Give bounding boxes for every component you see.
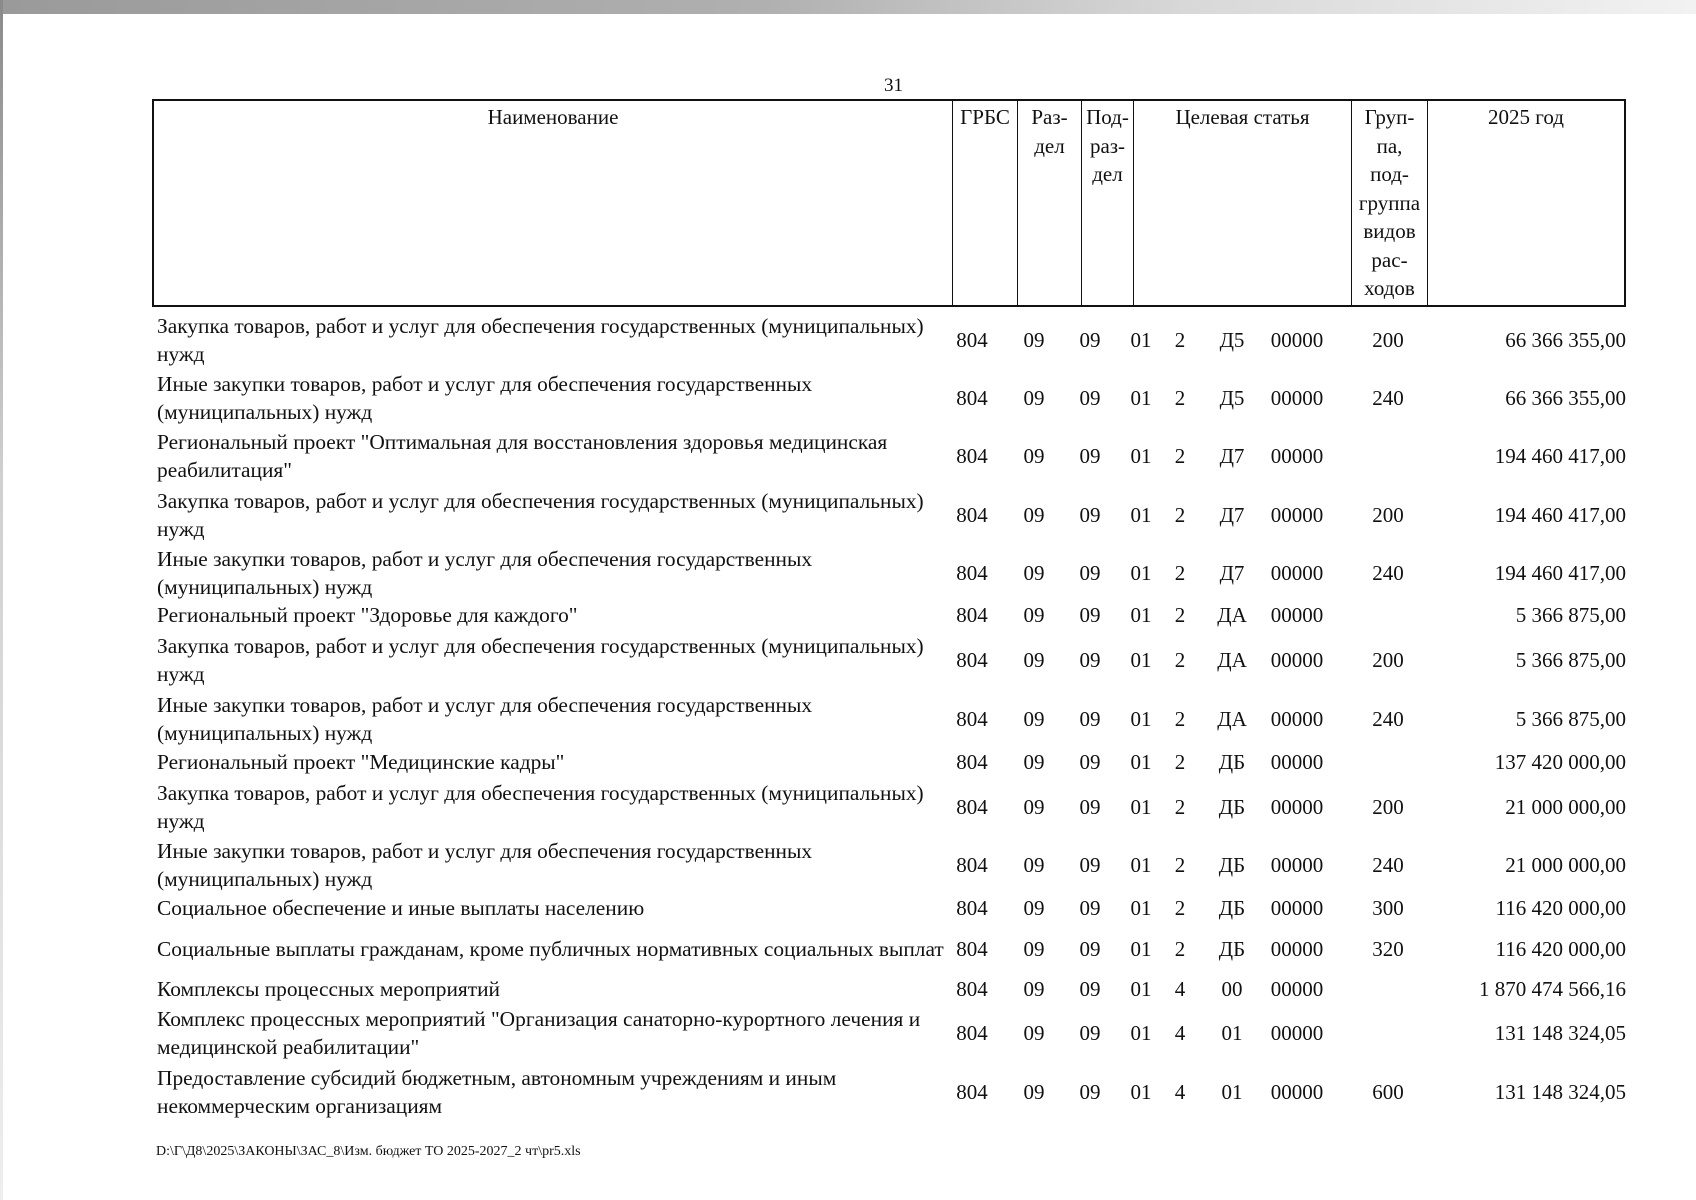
target-subprogram-cell: 2 bbox=[1174, 561, 1186, 585]
table-row bbox=[152, 601, 1626, 629]
target-program-cell: 01 bbox=[1130, 603, 1152, 627]
target-project-cell: 00 bbox=[1221, 977, 1243, 1001]
razdel-cell: 09 bbox=[1023, 896, 1045, 920]
header-group bbox=[1352, 101, 1428, 305]
target-direction-cell: 00000 bbox=[1270, 328, 1324, 352]
target-program-cell: 01 bbox=[1130, 386, 1152, 410]
target-direction-cell: 00000 bbox=[1270, 750, 1324, 774]
target-subprogram-cell: 2 bbox=[1174, 795, 1186, 819]
target-project-cell: Д7 bbox=[1219, 503, 1245, 527]
podrazdel-cell: 09 bbox=[1079, 1080, 1101, 1104]
row-name: Предоставление субсидий бюджетным, автономным учреждениям и иным некоммерческим организациям bbox=[157, 1066, 837, 1118]
grbs-cell: 804 bbox=[956, 1021, 988, 1045]
target-subprogram-cell: 2 bbox=[1174, 444, 1186, 468]
target-direction-cell: 00000 bbox=[1270, 603, 1324, 627]
target-direction-cell: 00000 bbox=[1270, 561, 1324, 585]
razdel-cell: 09 bbox=[1023, 603, 1045, 627]
table-header bbox=[152, 99, 1626, 307]
row-name: Иные закупки товаров, работ и услуг для обеспечения государственных (муниципальных) нужд bbox=[157, 693, 813, 745]
target-program-cell: 01 bbox=[1130, 1021, 1152, 1045]
header-name-text: Наименование bbox=[487, 105, 619, 129]
razdel-cell: 09 bbox=[1023, 1021, 1045, 1045]
row-name: Иные закупки товаров, работ и услуг для обеспечения государственных (муниципальных) нужд bbox=[157, 372, 813, 424]
amount-cell: 21 000 000,00 bbox=[1505, 853, 1626, 877]
amount-cell: 21 000 000,00 bbox=[1505, 795, 1626, 819]
expense-group-cell: 240 bbox=[1372, 561, 1404, 585]
razdel-cell: 09 bbox=[1023, 853, 1045, 877]
row-name: Региональный проект "Здоровье для каждого" bbox=[157, 603, 578, 627]
grbs-cell: 804 bbox=[956, 937, 988, 961]
row-name: Иные закупки товаров, работ и услуг для обеспечения государственных (муниципальных) нужд bbox=[157, 547, 813, 599]
target-program-cell: 01 bbox=[1130, 977, 1152, 1001]
target-direction-cell: 00000 bbox=[1270, 386, 1324, 410]
grbs-cell: 804 bbox=[956, 977, 988, 1001]
target-subprogram-cell: 2 bbox=[1174, 750, 1186, 774]
target-program-cell: 01 bbox=[1130, 853, 1152, 877]
header-group-line: рас- bbox=[1371, 247, 1408, 272]
header-group-line: Груп- bbox=[1364, 105, 1415, 129]
amount-cell: 116 420 000,00 bbox=[1495, 896, 1626, 920]
target-direction-cell: 00000 bbox=[1270, 648, 1324, 672]
target-subprogram-cell: 4 bbox=[1174, 977, 1186, 1001]
table-row bbox=[152, 544, 1626, 602]
grbs-cell: 804 bbox=[956, 328, 988, 352]
target-program-cell: 01 bbox=[1130, 1080, 1152, 1104]
row-name: Закупка товаров, работ и услуг для обеспечения государственных (муниципальных) нужд bbox=[157, 489, 924, 541]
target-program-cell: 01 bbox=[1130, 707, 1152, 731]
amount-cell: 5 366 875,00 bbox=[1515, 603, 1626, 627]
target-project-cell: ДБ bbox=[1218, 853, 1246, 877]
target-project-cell: ДБ bbox=[1218, 896, 1246, 920]
target-direction-cell: 00000 bbox=[1270, 503, 1324, 527]
table-row bbox=[152, 778, 1626, 836]
grbs-cell: 804 bbox=[956, 444, 988, 468]
expense-group-cell: 200 bbox=[1372, 503, 1404, 527]
grbs-cell: 804 bbox=[956, 795, 988, 819]
razdel-cell: 09 bbox=[1023, 1080, 1045, 1104]
header-podrazdel-line: Под- bbox=[1086, 105, 1129, 129]
target-subprogram-cell: 2 bbox=[1174, 386, 1186, 410]
target-project-cell: 01 bbox=[1221, 1080, 1243, 1104]
amount-cell: 131 148 324,05 bbox=[1494, 1021, 1626, 1045]
expense-group-cell: 240 bbox=[1372, 386, 1404, 410]
header-podrazdel-line: раз- bbox=[1089, 133, 1126, 158]
podrazdel-cell: 09 bbox=[1079, 648, 1101, 672]
table-row bbox=[152, 1063, 1626, 1121]
table-row bbox=[152, 924, 1626, 974]
podrazdel-cell: 09 bbox=[1079, 853, 1101, 877]
target-subprogram-cell: 2 bbox=[1174, 707, 1186, 731]
grbs-cell: 804 bbox=[956, 648, 988, 672]
podrazdel-cell: 09 bbox=[1079, 750, 1101, 774]
target-subprogram-cell: 2 bbox=[1174, 937, 1186, 961]
page-number: 31 bbox=[884, 75, 903, 96]
razdel-cell: 09 bbox=[1023, 937, 1045, 961]
row-name: Социальные выплаты гражданам, кроме публичных нормативных социальных выплат bbox=[157, 937, 944, 961]
grbs-cell: 804 bbox=[956, 707, 988, 731]
target-program-cell: 01 bbox=[1130, 937, 1152, 961]
target-subprogram-cell: 2 bbox=[1174, 503, 1186, 527]
header-razdel-line: Раз- bbox=[1031, 105, 1068, 129]
row-name: Региональный проект "Оптимальная для восстановления здоровья медицинская реабилитация" bbox=[157, 430, 888, 482]
scan-shadow-left bbox=[0, 0, 3, 1200]
expense-group-cell: 320 bbox=[1372, 937, 1404, 961]
podrazdel-cell: 09 bbox=[1079, 503, 1101, 527]
header-target bbox=[1134, 101, 1352, 305]
header-year bbox=[1428, 101, 1624, 305]
podrazdel-cell: 09 bbox=[1079, 1021, 1101, 1045]
target-subprogram-cell: 4 bbox=[1174, 1080, 1186, 1104]
footer-file-path: D:\Г\Д8\2025\ЗАКОНЫ\ЗАС_8\Изм. бюджет ТО 2025-2027_2 чт\pr5.xls bbox=[156, 1144, 581, 1159]
table-row bbox=[152, 748, 1626, 776]
target-direction-cell: 00000 bbox=[1270, 444, 1324, 468]
target-project-cell: ДБ bbox=[1218, 937, 1246, 961]
target-program-cell: 01 bbox=[1130, 750, 1152, 774]
razdel-cell: 09 bbox=[1023, 648, 1045, 672]
expense-group-cell: 200 bbox=[1372, 328, 1404, 352]
header-razdel-line: дел bbox=[1034, 133, 1065, 158]
grbs-cell: 804 bbox=[956, 896, 988, 920]
target-direction-cell: 00000 bbox=[1270, 896, 1324, 920]
podrazdel-cell: 09 bbox=[1079, 707, 1101, 731]
table-row bbox=[152, 975, 1626, 1003]
target-subprogram-cell: 2 bbox=[1174, 328, 1186, 352]
table-row bbox=[152, 486, 1626, 544]
target-direction-cell: 00000 bbox=[1270, 937, 1324, 961]
amount-cell: 131 148 324,05 bbox=[1494, 1080, 1626, 1104]
grbs-cell: 804 bbox=[956, 1080, 988, 1104]
target-subprogram-cell: 2 bbox=[1174, 853, 1186, 877]
target-program-cell: 01 bbox=[1130, 503, 1152, 527]
table-row bbox=[152, 427, 1626, 485]
grbs-cell: 804 bbox=[956, 561, 988, 585]
table-row bbox=[152, 690, 1626, 748]
podrazdel-cell: 09 bbox=[1079, 937, 1101, 961]
target-program-cell: 01 bbox=[1130, 444, 1152, 468]
row-name: Закупка товаров, работ и услуг для обеспечения государственных (муниципальных) нужд bbox=[157, 314, 924, 366]
amount-cell: 194 460 417,00 bbox=[1494, 503, 1626, 527]
target-project-cell: ДА bbox=[1217, 648, 1247, 672]
header-group-line: группа bbox=[1358, 190, 1421, 215]
grbs-cell: 804 bbox=[956, 503, 988, 527]
target-direction-cell: 00000 bbox=[1270, 1080, 1324, 1104]
target-program-cell: 01 bbox=[1130, 648, 1152, 672]
table-row bbox=[152, 836, 1626, 894]
table-row bbox=[152, 311, 1626, 369]
target-subprogram-cell: 2 bbox=[1174, 648, 1186, 672]
target-project-cell: Д7 bbox=[1219, 561, 1245, 585]
table-row bbox=[152, 369, 1626, 427]
table-row bbox=[152, 894, 1626, 922]
row-name: Комплекс процессных мероприятий "Организация санаторно-курортного лечения и медицинской реабилитации" bbox=[157, 1007, 921, 1059]
grbs-cell: 804 bbox=[956, 386, 988, 410]
target-program-cell: 01 bbox=[1130, 896, 1152, 920]
target-project-cell: ДБ bbox=[1218, 795, 1246, 819]
target-project-cell: ДА bbox=[1217, 707, 1247, 731]
header-year-text: 2025 год bbox=[1488, 105, 1564, 129]
podrazdel-cell: 09 bbox=[1079, 444, 1101, 468]
target-project-cell: 01 bbox=[1221, 1021, 1243, 1045]
scan-shadow-top bbox=[0, 0, 1696, 14]
amount-cell: 66 366 355,00 bbox=[1505, 386, 1626, 410]
row-name: Закупка товаров, работ и услуг для обеспечения государственных (муниципальных) нужд bbox=[157, 781, 924, 833]
expense-group-cell: 200 bbox=[1372, 795, 1404, 819]
header-podrazdel-line: дел bbox=[1092, 162, 1123, 186]
header-razdel bbox=[1018, 101, 1082, 305]
header-grbs bbox=[953, 101, 1018, 305]
razdel-cell: 09 bbox=[1023, 795, 1045, 819]
header-podrazdel bbox=[1082, 101, 1134, 305]
target-program-cell: 01 bbox=[1130, 795, 1152, 819]
header-target-text: Целевая статья bbox=[1175, 105, 1310, 129]
grbs-cell: 804 bbox=[956, 853, 988, 877]
row-name: Комплексы процессных мероприятий bbox=[157, 977, 500, 1001]
podrazdel-cell: 09 bbox=[1079, 328, 1101, 352]
target-program-cell: 01 bbox=[1130, 328, 1152, 352]
razdel-cell: 09 bbox=[1023, 561, 1045, 585]
target-project-cell: Д7 bbox=[1219, 444, 1245, 468]
podrazdel-cell: 09 bbox=[1079, 896, 1101, 920]
razdel-cell: 09 bbox=[1023, 750, 1045, 774]
target-program-cell: 01 bbox=[1130, 561, 1152, 585]
amount-cell: 1 870 474 566,16 bbox=[1479, 977, 1626, 1001]
header-group-line: ходов bbox=[1364, 276, 1415, 300]
row-name: Закупка товаров, работ и услуг для обеспечения государственных (муниципальных) нужд bbox=[157, 634, 924, 686]
expense-group-cell: 200 bbox=[1372, 648, 1404, 672]
table-row bbox=[152, 631, 1626, 689]
amount-cell: 66 366 355,00 bbox=[1505, 328, 1626, 352]
podrazdel-cell: 09 bbox=[1079, 386, 1101, 410]
target-direction-cell: 00000 bbox=[1270, 1021, 1324, 1045]
podrazdel-cell: 09 bbox=[1079, 795, 1101, 819]
target-subprogram-cell: 2 bbox=[1174, 896, 1186, 920]
razdel-cell: 09 bbox=[1023, 707, 1045, 731]
razdel-cell: 09 bbox=[1023, 386, 1045, 410]
expense-group-cell: 300 bbox=[1372, 896, 1404, 920]
amount-cell: 116 420 000,00 bbox=[1495, 937, 1626, 961]
podrazdel-cell: 09 bbox=[1079, 603, 1101, 627]
amount-cell: 194 460 417,00 bbox=[1494, 444, 1626, 468]
header-group-line: видов bbox=[1363, 219, 1416, 243]
target-project-cell: Д5 bbox=[1219, 386, 1245, 410]
podrazdel-cell: 09 bbox=[1079, 561, 1101, 585]
amount-cell: 137 420 000,00 bbox=[1494, 750, 1626, 774]
target-direction-cell: 00000 bbox=[1270, 707, 1324, 731]
grbs-cell: 804 bbox=[956, 603, 988, 627]
target-subprogram-cell: 4 bbox=[1174, 1021, 1186, 1045]
amount-cell: 5 366 875,00 bbox=[1515, 707, 1626, 731]
header-group-line: под- bbox=[1370, 162, 1409, 186]
razdel-cell: 09 bbox=[1023, 444, 1045, 468]
row-name: Региональный проект "Медицинские кадры" bbox=[157, 750, 565, 774]
amount-cell: 194 460 417,00 bbox=[1494, 561, 1626, 585]
header-group-line: па, bbox=[1376, 133, 1403, 158]
target-direction-cell: 00000 bbox=[1270, 977, 1324, 1001]
target-project-cell: Д5 bbox=[1219, 328, 1245, 352]
target-direction-cell: 00000 bbox=[1270, 795, 1324, 819]
podrazdel-cell: 09 bbox=[1079, 977, 1101, 1001]
grbs-cell: 804 bbox=[956, 750, 988, 774]
razdel-cell: 09 bbox=[1023, 503, 1045, 527]
header-name bbox=[154, 101, 953, 305]
target-direction-cell: 00000 bbox=[1270, 853, 1324, 877]
target-project-cell: ДА bbox=[1217, 603, 1247, 627]
expense-group-cell: 240 bbox=[1372, 853, 1404, 877]
expense-group-cell: 600 bbox=[1372, 1080, 1404, 1104]
header-grbs-text: ГРБС bbox=[960, 105, 1010, 129]
row-name: Социальное обеспечение и иные выплаты населению bbox=[157, 896, 645, 920]
razdel-cell: 09 bbox=[1023, 328, 1045, 352]
target-project-cell: ДБ bbox=[1218, 750, 1246, 774]
target-subprogram-cell: 2 bbox=[1174, 603, 1186, 627]
table-row bbox=[152, 1004, 1626, 1062]
row-name: Иные закупки товаров, работ и услуг для обеспечения государственных (муниципальных) нужд bbox=[157, 839, 813, 891]
razdel-cell: 09 bbox=[1023, 977, 1045, 1001]
amount-cell: 5 366 875,00 bbox=[1515, 648, 1626, 672]
expense-group-cell: 240 bbox=[1372, 707, 1404, 731]
